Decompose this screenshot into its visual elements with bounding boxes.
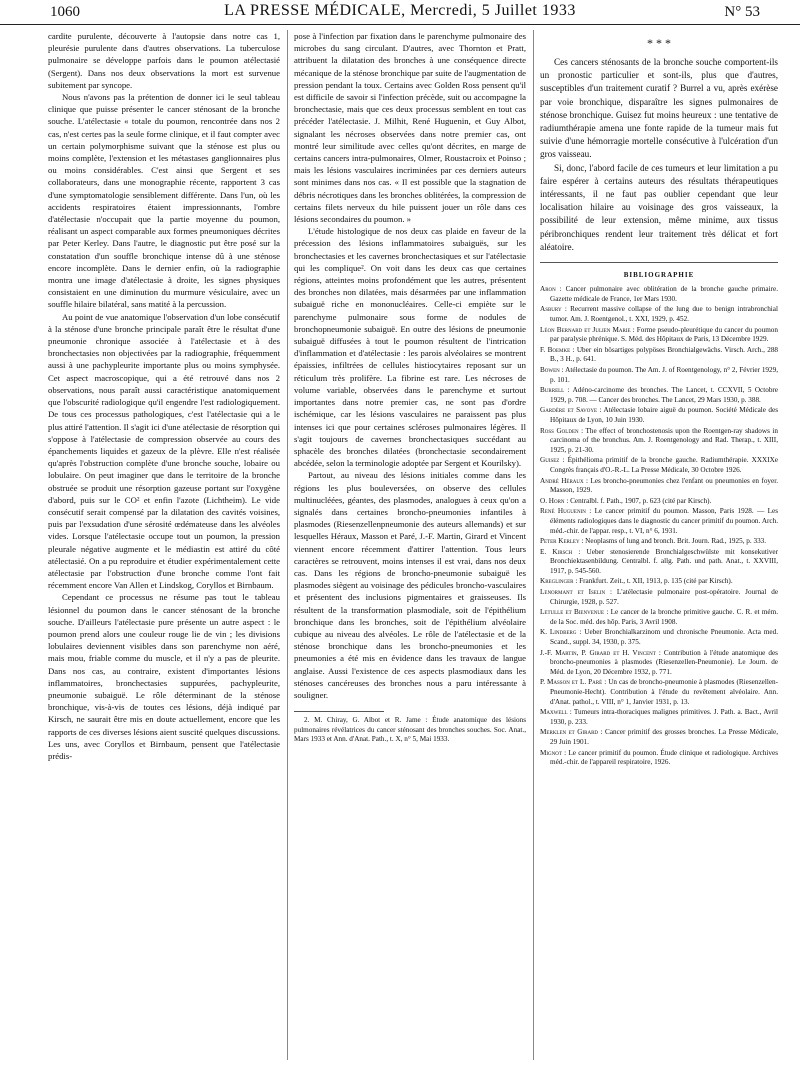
bibliography-reference: : Contribution à l'étude anatomique des broncho-pneumonies à plasmodes (Riesenzellen-Pneumonie). Le Journ. de Méd. de Lyon, 20 Décembre 1932, p. 771. (550, 648, 778, 676)
bibliography-reference: : Recurrent massive collapse of the lung due to benign intrabronchial tumor. Am. J. Roentgenol., t. XXI, 1929, p. 452. (550, 305, 778, 324)
bibliography-entry (540, 628, 778, 647)
bibliography-author: Gardère et Savoye (540, 406, 598, 415)
bibliography-rule (540, 262, 778, 263)
bibliography-author: René Huguenin (540, 507, 586, 516)
bibliography-entry (540, 346, 778, 365)
bibliography-list (540, 285, 778, 768)
bibliography-author: Lenormant et Iselin (540, 588, 606, 597)
bibliography-entry (540, 749, 778, 768)
bibliography-reference: : Les broncho-pneumonies chez l'enfant ou pneumonies en foyer. Masson, 1929. (550, 476, 778, 495)
bibliography-entry (540, 285, 778, 304)
bibliography-author: F. Boemke (540, 345, 571, 354)
column-divider (287, 30, 288, 1060)
bibliography-author: Kreglinger (540, 577, 574, 586)
bibliography-reference: : Ueber stenosierende Bronchialgeschwülste mit konsekutiver Bronchiektasenbildung. Centralbl. f. allg. Path. und path. Anat., t. XXVIII, 1917, p. 545-560. (550, 547, 778, 575)
paragraph: Cependant ce processus ne résume pas tout le tableau lésionnel du poumon dans le cancer sténosant de la bronche souche. D'ailleurs l'atélectasie pure présente un autre aspect : le poumon prend alors une couleur rouge lie de vin ; les divisions lobulaires deviennent visibles dans son parenchyme non aéré, mais mou, friable comme du muscle, et il n'y a pas de pleurite. Dans nos cas, au contraire, existent d'importantes lésions inflammatoires, bronchectasies suppurées, pachypleurite, pneumonie subaiguë. Le rôle déterminant de la sténose bronchique, vis-à-vis de toutes ces lésions, déjà indiqué par Kirsch, ne saurait être mis en doute actuellement, encore que les rapports de ces diverses lésions aient suscité quelques discussions. Les uns, avec Coryllos et Birnbaum, pensent que l'atélectasie prédis- (48, 592, 280, 761)
bibliography-reference: : Le cancer primitif du poumon. Masson, Paris 1928. — Les éléments radiologiques dans le diagnostic du cancer primitif du poumon. Arch. méd.-chir. de l'appar. resp., t. VI, n° 6, 1931. (550, 507, 778, 535)
paragraph: Partout, au niveau des lésions initiales comme dans les régions les plus bouleversées, on observe des cellules multinucléées, géantes, des plasmodes, analogues à ceux qu'on a signalés dans certaines broncho-pneumonies infantiles à plasmodes (Riesenzellenpneumonie des auteurs allemands) et sur lesquelles Héraux, Masson et Paré, J.-F. Martin, Girard et Vincent viennent encore récemment d'attirer l'attention. Tous leurs caractères se retrouvent, moins intenses il est vrai, dans nos deux cas. Dans les régions de broncho-pneumonie subaiguë les plasmodes siègent au voisinage des pédicules broncho-vasculaires et présentent des inclusions pigmentaires et graisseuses. Ils résultent de la transformation plasmodiale, soit de l'épithélium bronchique dans les bronches, soit de l'épithélium alvéolaire cubique au niveau des alvéoles. Le rôle de l'atélectasie et de la sténose bronchique dans les broncho-pneumonies et les pneumonies a été mis en évidence dans les travaux de langue anglaise. Aussi l'existence de ces aspects plasmodiaux dans les sténoses cancéreuses des bronches nous a paru intéressante à souligner. (294, 470, 526, 700)
bibliography-author: Burrell (540, 386, 565, 395)
bibliography-entry (540, 588, 778, 607)
bibliography-author: Mignot (540, 748, 562, 757)
bibliography-entry (540, 507, 778, 536)
bibliography-entry (540, 548, 778, 577)
bibliography-reference: : Uber ein bösartiges polypöses Bronchialgewächs. Virsch. Arch., 288 B., 3 H., p. 641. (550, 345, 778, 364)
page-number: 1060 (50, 4, 80, 20)
bibliography-entry (540, 708, 778, 727)
bibliography-reference: : Neoplasms of lung and bronch. Brit. Journ. Rad., 1925, p. 333. (579, 537, 767, 546)
bibliography-entry (540, 728, 778, 747)
issue-number: N° 53 (724, 4, 760, 20)
bibliography-author: Aron (540, 285, 556, 294)
bibliography-reference: : Forme pseudo-pleurétique du cancer du poumon par paralysie phrénique. S. Méd. des Hôpitaux de Paris, 13 Décembre 1929. (550, 325, 778, 344)
bibliography-entry (540, 456, 778, 475)
bibliography-entry (540, 577, 778, 587)
column-middle (294, 30, 526, 1070)
bibliography-reference: : Le cancer de la bronche primitive gauche. C. R. et mém. de la Soc. méd. des hôp. Paris, 3 Avril 1908. (550, 608, 778, 626)
bibliography-author: K. Lindberg (540, 628, 577, 637)
bibliography-author: Peter Kerley (540, 537, 580, 546)
footnote: 2. M. Chiray, G. Albot et R. Jame : Étude anatomique des lésions pulmonaires révélatrices du cancer sténosant des bronches souches. Soc. Anat., Mars 1933 et Ann. d'Anat. Path., t. X, n° 5, Mai 1933. (294, 716, 526, 744)
bibliography-author: Ross Golden (540, 426, 579, 435)
bibliography-reference: : Frankfurt. Zeit., t. XII, 1913, p. 135 (cité par Kirsch). (573, 577, 733, 586)
bibliography-author: André Héraux (540, 476, 584, 485)
bibliography-reference: : Épithélioma primitif de la bronche gauche. Radiumthérapie. XXXIXe Congrès français d'O.-R.-L. La Presse Médicale, 30 Octobre 1926. (550, 456, 778, 474)
bibliography-reference: : Adéno-carcinome des bronches. The Lancet, t. CCXVII, 5 Octobre 1929, p. 708. — Cancer des bronches. The Lancet, 29 Mars 1930, p. 388. (550, 386, 778, 404)
bibliography-author: Merklen et Girard (540, 728, 599, 737)
bibliography-entry (540, 305, 778, 324)
bibliography-reference: : Atélectasie lobaire aiguë du poumon. Société Médicale des Hôpitaux de Lyon, 10 Juin 1930. (550, 406, 778, 424)
bibliography-entry (540, 678, 778, 707)
column-right (540, 30, 778, 1070)
paragraph: Si, donc, l'abord facile de ces tumeurs et leur limitation a pu faire espérer à certains auteurs des résultats thérapeutiques intéressants, il ne faut pas oublier cependant que leur localisation hilaire au voisinage des gros vaisseaux, la possibilité de leur extension, même minime, aux tissus péribronchiques rendent leur traitement très délicat et fort aléatoire. (540, 162, 778, 252)
section-separator: * * * (647, 36, 671, 50)
bibliography-author: Léon Bernard et Julien Marie (540, 325, 631, 334)
column-left (48, 30, 280, 1060)
bibliography-author: Letulle et Bienvenue (540, 608, 605, 617)
bibliography-entry (540, 608, 778, 627)
bibliography-title: BIBLIOGRAPHIE (623, 271, 695, 280)
bibliography-reference: : Tumeurs intra-thoraciques malignes primitives. J. Path. a. Bact., Avril 1930, p. 233. (550, 708, 778, 726)
bibliography-entry (540, 326, 778, 345)
bibliography-reference: : The effect of bronchostenosis upon the Roentgen-ray shadows in carcinoma of the bronchus. Am. J. Roentgenology and Rad. Therap., t. XIII, 1925, p. 21-30. (550, 426, 778, 454)
bibliography-author: E. Kirsch (540, 547, 573, 556)
page-header (0, 0, 800, 25)
bibliography-reference: : Atélectasie du poumon. The Am. J. of Roentgenology, n° 2, Février 1929, p. 101. (550, 366, 778, 384)
paragraph: Nous n'avons pas la prétention de donner ici le seul tableau clinique que puisse présenter le cancer sténosant de la bronche souche. L'atélectasie « totale du poumon, rencontrée dans nos 2 cas, n'est certes pas la seule forme clinique, et il faut compter avec un certain polymorphisme suivant que la sténose est plus ou moins complète, l'extension et les métastases ganglionnaires plus ou moins considérables. C'est ainsi que Sergent et ses collaborateurs, dans une monographie récente, rapportent 3 cas d'une symptomatologie sensiblement différente. Dans l'un, où les accidents respiratoires étaient impressionnants, l'ombre d'atélectasie n'occupait que la partie moyenne du poumon, réalisant un aspect comparable aux formes pneumoniques décrites par Peter Kerley. Dans l'autre, le diagnostic put être posé sur la constatation d'un souffle bronchique intense dû à une sténose encore incomplète. Dans le dernier enfin, où la radiographie montra une image d'atélectasie à droite, les signes physiques consistaient en une diminution du murmure vésiculaire, avec un souffle hilaire bilatéral, sans matité à la percussion. (48, 92, 280, 310)
journal-title: LA PRESSE MÉDICALE, Mercredi, 5 Juillet 1933 (224, 2, 576, 19)
bibliography-author: J.-F. Martin, P. Girard et H. Vincent (540, 648, 656, 657)
bibliography-entry (540, 427, 778, 456)
bibliography-author: Bowen (540, 366, 560, 374)
bibliography-reference: : Cancer primitif des grosses bronches. La Presse Médicale, 29 Juin 1901. (550, 728, 778, 746)
bibliography-reference: : L'atélectasie pulmonaire post-opératoire. Journal de Chirurgie, 1928, p. 527. (550, 588, 778, 606)
bibliography-reference: : Le cancer primitif du poumon. Étude clinique et radiologique. Archives méd.-chir. de l'appareil respiratoire, 1926. (550, 748, 778, 767)
bibliography-reference: : Un cas de broncho-pneumonie à plasmodes (Riesenzellen-Pneumonie-Hecht). Contribution à l'étude du revêtement alvéolaire. Ann. d'Anat. pathol., t. VIII, n° 1, Janvier 1931, p. 13. (550, 678, 778, 706)
bibliography-author: Maxwell (540, 708, 568, 717)
bibliography-entry (540, 649, 778, 678)
bibliography-author: Asbury (540, 305, 562, 314)
bibliography-entry (540, 497, 778, 507)
paragraph: cardite purulente, découverte à l'autopsie dans notre cas 1, pleurésie purulente dans d'autres observations. La tuberculose pulmonaire se développe parfois dans le poumon atélectasié (Sergent). Dans nos deux observations la mort est survenue subitement par syncope. (48, 31, 280, 90)
bibliography-entry (540, 366, 778, 385)
bibliography-entry (540, 386, 778, 405)
bibliography-reference: : Ueber Bronchialkarzinom und chronische Pneumonie. Acta med. Scand., suppl. 34, 1930, p. 375. (550, 628, 778, 647)
bibliography-entry (540, 477, 778, 496)
bibliography-reference: : Cancer pulmonaire avec oblitération de la bronche gauche primaire. Gazette médicale de France, 1er Mars 1930. (550, 285, 778, 303)
column-divider (533, 30, 534, 1060)
paragraph: pose à l'infection par fixation dans le parenchyme pulmonaire des microbes du sang circulant. D'autres, avec Thornton et Pratt, attribuent la dilatation des bronches à une conséquence directe mécanique de la sténose bronchique par suite de l'augmentation de pression pendant la toux. Certains avec Golden Ross pensent qu'il est difficile de savoir si l'infection précède, suit ou accompagne la bronchectasie, mais que ces deux processus semblent en tout cas précéder l'atélectasie. J. Milhit, René Huguenin, et Guy Albot, signalant les nécroses observées dans notre premier cas, ont montré leur similitude avec celles qu'ont décrites, en marge de certains cancers intra-pulmonaires, Olmer, Roustacroix et Poinso ; mais les lésions vasculaires incriminées par ces derniers auteurs sont minimes dans nos cas. « Il est possible que la stagnation de débris nécrotiques dans les bronches oblitérées, la compression de certains filets nerveux du hile puissent jouer un rôle dans ces lésions secondaires du poumon. » (294, 31, 526, 225)
bibliography-entry (540, 406, 778, 425)
bibliography-author: Guisez (540, 456, 560, 465)
paragraph: Au point de vue anatomique l'observation d'un lobe consécutif à la sténose d'une bronche principale paraît être le résultat d'une pneumonie chronique associée à l'atélectasie et à des bronchectasies non objectivées par la radiographie, fréquemment aussi à une pachypleurite importante plus ou moins symphysée. Cet aspect macroscopique, qui a été retrouvé dans nos 2 observations, nous paraît aussi caractéristique anatomiquement que l'obscurité radiologique qu'il engendre l'est radiologiquement. De tous ces processus pathologiques, c'est l'atélectasie qui a le plus attiré l'attention. Il s'agit ici d'une atélectasie de résorption qui s'oppose à l'atélectasie de compression observée au cours des épanchements liquides et gazeux de la plèvre. Elle n'est réalisée qu'après l'obstruction complète d'une bronche souche, lobaire ou lobulaire. On peut imaginer que dans le territoire de la bronche obstruée se produit une résorption gazeuse portant sur l'oxygène d'abord, puis sur le CO² et enfin l'azote (Lichtheim). Le vide consécutif serait compensé par la dilatation des cavités voisines, puis par l'exsudation d'une sérosité œdémateuse dans les alvéoles vides. Lorsque l'atélectasie occupe tout un poumon, la pression pleurale négative augmente et le médiastin est attiré du côté atélectasié. On a pu reproduire et étudier expérimentalement cette atélectasie par l'obstruction d'une bronche comme l'ont fait récemment encore Van Allen et Lindskog, Coryllos et Birnbaum. (48, 311, 280, 591)
paragraph: L'étude histologique de nos deux cas plaide en faveur de la précession des lésions inflammatoires subaiguës, sur les bronchectasies et les cavernes bronchectasiques et sur l'atélectasie qui les complique². On voit dans les deux cas que certaines régions, atteintes moins profondément que les autres, présentent des bronches non dilatées, mais désarmées par une inflammation subaiguë riche en mononucléaires. Celle-ci empiète sur le parenchyme pulmonaire sous forme de nodules de bronchopneumonie subaiguë. En outre des lésions de pneumonie subaiguë diffusées à tout le poumon résultent de l'intrication d'inflammation et d'atélectasie : les parois alvéolaires se montrent épaissies, infiltrées de cellules histiocytaires reposant sur un réticulum très prolifère. La fibrine est rare. Les nécroses de volume variable, observées dans le parenchyme et surtout importantes dans notre premier cas, ne sont pas d'ordre ischémique, car les lésions vasculaires ne paraissent pas plus intenses ici que pour certaines scléroses pulmonaires légères. Il s'agit toujours de cavernes bronchectasiques succédant au sphacèle des bronches dilatées (bronchectasie secondairement abcédée, selon la terminologie adoptée par Sergent et Kourilsky). (294, 226, 526, 469)
bibliography-reference: : Centralbl. f. Path., 1907, p. 623 (cité par Kirsch). (564, 496, 712, 505)
paragraph: Ces cancers sténosants de la bronche souche comportent-ils un pronostic particulier et sont-ils, plus que d'autres, susceptibles d'un traitement curatif ? Burrel a vu, après exérèse par voie bronchique, disparaître les signes pulmonaires de sténose bronchique. Guisez fut moins heureux : une tentative de radiumthérapie amena une fonte rapide de la tumeur mais fut suivie d'une hémorragie mortelle consécutive à l'ulcération d'un gros vaisseau. (540, 57, 778, 160)
bibliography-author: O. Horn (540, 496, 565, 505)
bibliography-author: P. Masson et L. Paré (540, 678, 603, 687)
bibliography-entry (540, 537, 778, 547)
footnote-rule (294, 711, 384, 712)
